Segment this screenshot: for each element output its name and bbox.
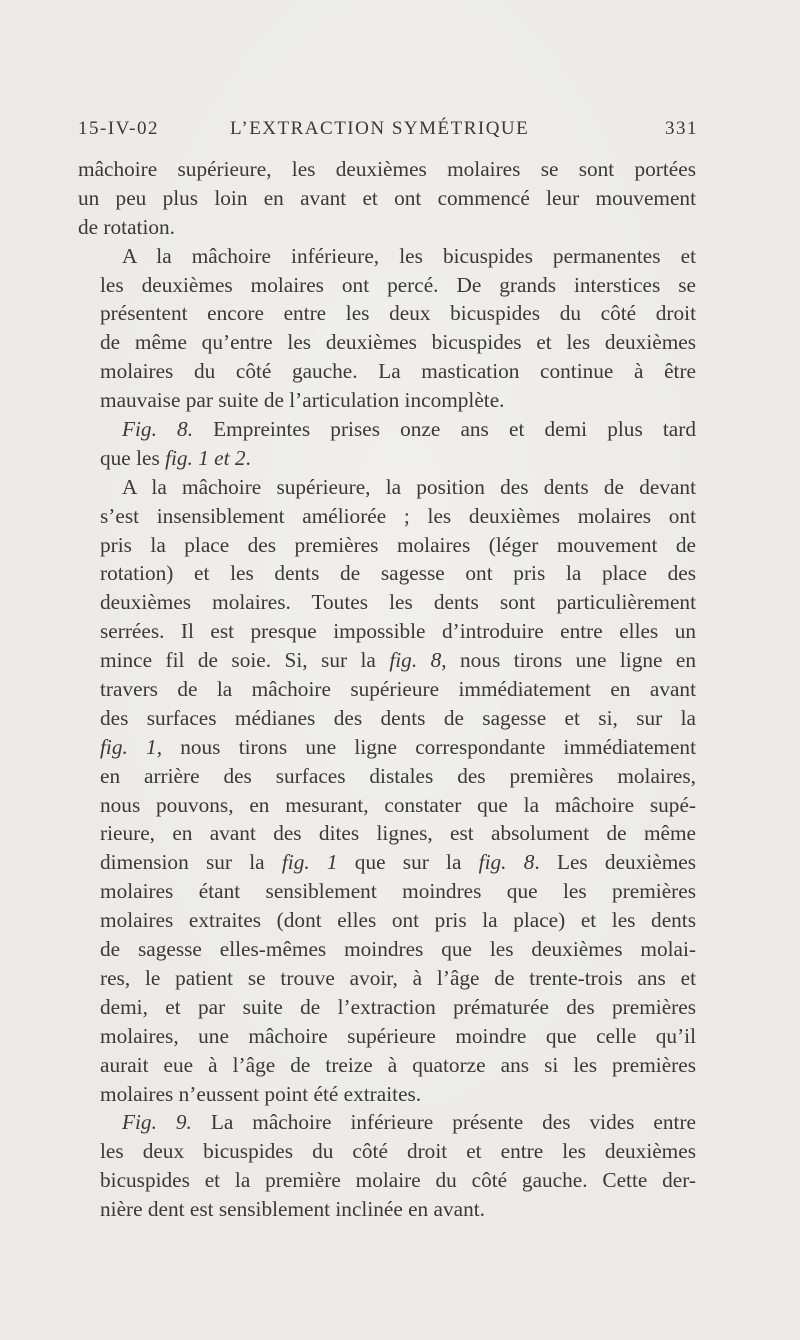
figure-reference: fig. 8 — [389, 648, 442, 673]
text-line: A la mâchoire supérieure, la position des dents de devant — [122, 474, 696, 499]
text-line: molaires extraites (dont elles ont pris la place) et les dents — [100, 908, 696, 933]
text-line: mauvaise par suite de l’articulation incomplète. — [100, 388, 505, 413]
paragraph — [78, 415, 696, 473]
text-line: rotation) et les dents de sagesse ont pris la place des — [100, 561, 696, 586]
text-line: demi, et par suite de l’extraction prématurée des premières — [100, 994, 696, 1019]
text-line: de même qu’entre les deuxièmes bicuspides et les deuxièmes — [100, 330, 696, 355]
paragraph — [78, 242, 696, 415]
text-line: serrées. Il est presque impossible d’introduire entre elles un — [100, 619, 696, 644]
figure-reference: fig. 1 et 2 — [165, 445, 246, 470]
text-line: les deux bicuspides du côté droit et entre les deuxièmes — [100, 1139, 696, 1164]
text-line: de sagesse elles-mêmes moindres que les deuxièmes molai- — [100, 937, 696, 962]
text-line: mâchoire supérieure, les deuxièmes molaires se sont portées — [78, 157, 696, 181]
text-line: en arrière des surfaces distales des premières molaires, — [100, 763, 696, 788]
text-line: les deuxièmes molaires ont percé. De grands interstices se — [100, 272, 696, 297]
page-number: 331 — [665, 118, 698, 139]
figure-reference: Fig. 8. — [122, 417, 194, 442]
running-head-title: L’EXTRACTION SYMÉTRIQUE — [230, 118, 530, 139]
text-line: nous pouvons, en mesurant, constater que la mâchoire supé- — [100, 792, 696, 817]
text-line: présentent encore entre les deux bicuspides du côté droit — [100, 301, 696, 326]
text-line: rieure, en avant des dites lignes, est absolument de même — [100, 821, 696, 846]
text-line: de rotation. — [78, 214, 175, 239]
text-line: travers de la mâchoire supérieure immédiatement en avant — [100, 677, 696, 702]
figure-reference: fig. 1 — [100, 734, 157, 759]
text-line: molaires du côté gauche. La mastication continue à être — [100, 359, 696, 384]
running-head-date: 15-IV-02 — [78, 118, 159, 139]
running-head — [78, 118, 698, 148]
text-line: res, le patient se trouve avoir, à l’âge de trente-trois ans et — [100, 965, 696, 990]
text-line: bicuspides et la première molaire du côté gauche. Cette der- — [100, 1168, 696, 1193]
text-line: pris la place des premières molaires (léger mouvement de — [100, 532, 696, 557]
text-line: aurait eue à l’âge de treize à quatorze ans si les premières — [100, 1052, 696, 1077]
text-line: dimension sur la fig. 1 que sur la fig. 8. Les deuxièmes — [100, 850, 697, 875]
text-line: molaires étant sensiblement moindres que les premières — [100, 879, 696, 904]
text-line: A la mâchoire inférieure, les bicuspides permanentes et — [122, 243, 696, 268]
figure-reference: fig. 8 — [478, 850, 535, 875]
figure-reference: fig. 1 — [281, 850, 338, 875]
text-line: nière dent est sensiblement inclinée en avant. — [100, 1197, 485, 1222]
text-line: Fig. 8. Empreintes prises onze ans et demi plus tard — [122, 417, 696, 442]
text-line: des surfaces médianes des dents de sagesse et si, sur la — [100, 705, 696, 730]
paragraph — [78, 1108, 696, 1224]
paragraph — [78, 155, 696, 242]
text-line: fig. 1, nous tirons une ligne correspondante immédiatement — [100, 734, 696, 759]
text-line: molaires, une mâchoire supérieure moindre que celle qu’il — [100, 1023, 696, 1048]
paragraph — [78, 473, 696, 1109]
body-text — [78, 155, 696, 1224]
text-line: molaires n’eussent point été extraites. — [100, 1081, 422, 1106]
text-line: un peu plus loin en avant et ont commencé leur mouvement — [78, 185, 696, 210]
text-line: mince fil de soie. Si, sur la fig. 8, nous tirons une ligne en — [100, 648, 697, 673]
figure-reference: Fig. 9. — [122, 1110, 192, 1135]
text-line: s’est insensiblement améliorée ; les deuxièmes molaires ont — [100, 503, 696, 528]
text-line: que les fig. 1 et 2. — [100, 445, 251, 470]
text-line: deuxièmes molaires. Toutes les dents sont particulièrement — [100, 590, 696, 615]
text-line: Fig. 9. La mâchoire inférieure présente des vides entre — [122, 1110, 696, 1135]
